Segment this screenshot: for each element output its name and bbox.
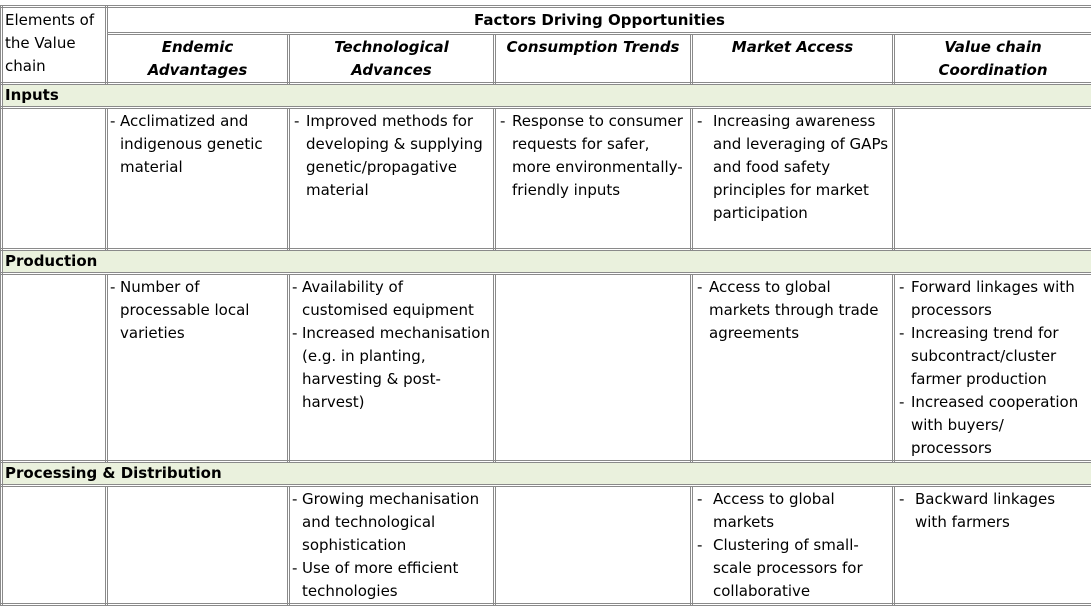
column-header-value-chain-coordination: Value chain Coordination <box>894 34 1091 84</box>
market-access-cell <box>692 274 894 462</box>
bullet-list <box>897 488 1089 534</box>
bullet-list <box>292 110 491 202</box>
bullet-item: - Increased mechanisation (e.g. in planting, harvesting & post-harvest) <box>292 322 491 414</box>
value-chain-table <box>0 5 1091 606</box>
elements-of-value-chain-header: Elements of the Value chain <box>2 7 107 84</box>
bullet-item: - Use of more efficient technologies <box>292 557 491 603</box>
endemic-advantages-cell <box>107 108 289 250</box>
bullet-item: - Access to global markets <box>695 488 890 534</box>
value-chain-coordination-cell <box>894 108 1091 250</box>
bullet-list <box>498 110 688 202</box>
consumption-trends-cell <box>495 274 692 462</box>
column-header-endemic-advantages: Endemic Advantages <box>107 34 289 84</box>
factors-driving-opportunities-header: Factors Driving Opportunities <box>107 7 1091 34</box>
value-chain-coordination-cell <box>894 274 1091 462</box>
bullet-item: - Increased cooperation with buyers/ processors <box>897 391 1089 460</box>
bullet-item: - Access to global markets through trade agreements <box>695 276 890 345</box>
bullet-list <box>110 276 285 345</box>
bullet-list <box>695 488 890 603</box>
table-row <box>2 108 1091 250</box>
bullet-item: - Growing mechanisation and technological sophistication <box>292 488 491 557</box>
value-chain-coordination-cell <box>894 486 1091 605</box>
section-header-production: Production <box>2 250 1091 274</box>
technological-advances-cell <box>289 108 495 250</box>
column-header-consumption-trends: Consumption Trends <box>495 34 692 84</box>
column-header-technological-advances: Technological Advances <box>289 34 495 84</box>
section-header-inputs: Inputs <box>2 84 1091 108</box>
bullet-item: - Increasing awareness and leveraging of GAPs and food safety principles for market participation <box>695 110 890 225</box>
row-label-cell <box>2 108 107 250</box>
bullet-item: - Backward linkages with farmers <box>897 488 1089 534</box>
table-row <box>2 486 1091 605</box>
technological-advances-cell <box>289 274 495 462</box>
row-label-cell <box>2 274 107 462</box>
bullet-list <box>292 488 491 603</box>
section-header-processing-distribution: Processing & Distribution <box>2 462 1091 486</box>
bullet-item: - Response to consumer requests for safer, more environmentally-friendly inputs <box>498 110 688 202</box>
bullet-item: - Forward linkages with processors <box>897 276 1089 322</box>
endemic-advantages-cell <box>107 274 289 462</box>
technological-advances-cell <box>289 486 495 605</box>
bullet-item: - Clustering of small-scale processors for collaborative <box>695 534 890 603</box>
bullet-list <box>897 276 1089 460</box>
consumption-trends-cell <box>495 108 692 250</box>
column-header-market-access: Market Access <box>692 34 894 84</box>
bullet-list <box>292 276 491 414</box>
row-label-cell <box>2 486 107 605</box>
bullet-item: - Availability of customised equipment <box>292 276 491 322</box>
bullet-item: - Acclimatized and indigenous genetic material <box>110 110 285 179</box>
bullet-list <box>695 276 890 345</box>
table-row <box>2 274 1091 462</box>
market-access-cell <box>692 108 894 250</box>
bullet-list <box>110 110 285 179</box>
consumption-trends-cell <box>495 486 692 605</box>
bullet-item: - Increasing trend for subcontract/cluster farmer production <box>897 322 1089 391</box>
bullet-item: - Improved methods for developing & supplying genetic/propagative material <box>292 110 491 202</box>
endemic-advantages-cell <box>107 486 289 605</box>
bullet-item: - Number of processable local varieties <box>110 276 285 345</box>
bullet-list <box>695 110 890 225</box>
market-access-cell <box>692 486 894 605</box>
